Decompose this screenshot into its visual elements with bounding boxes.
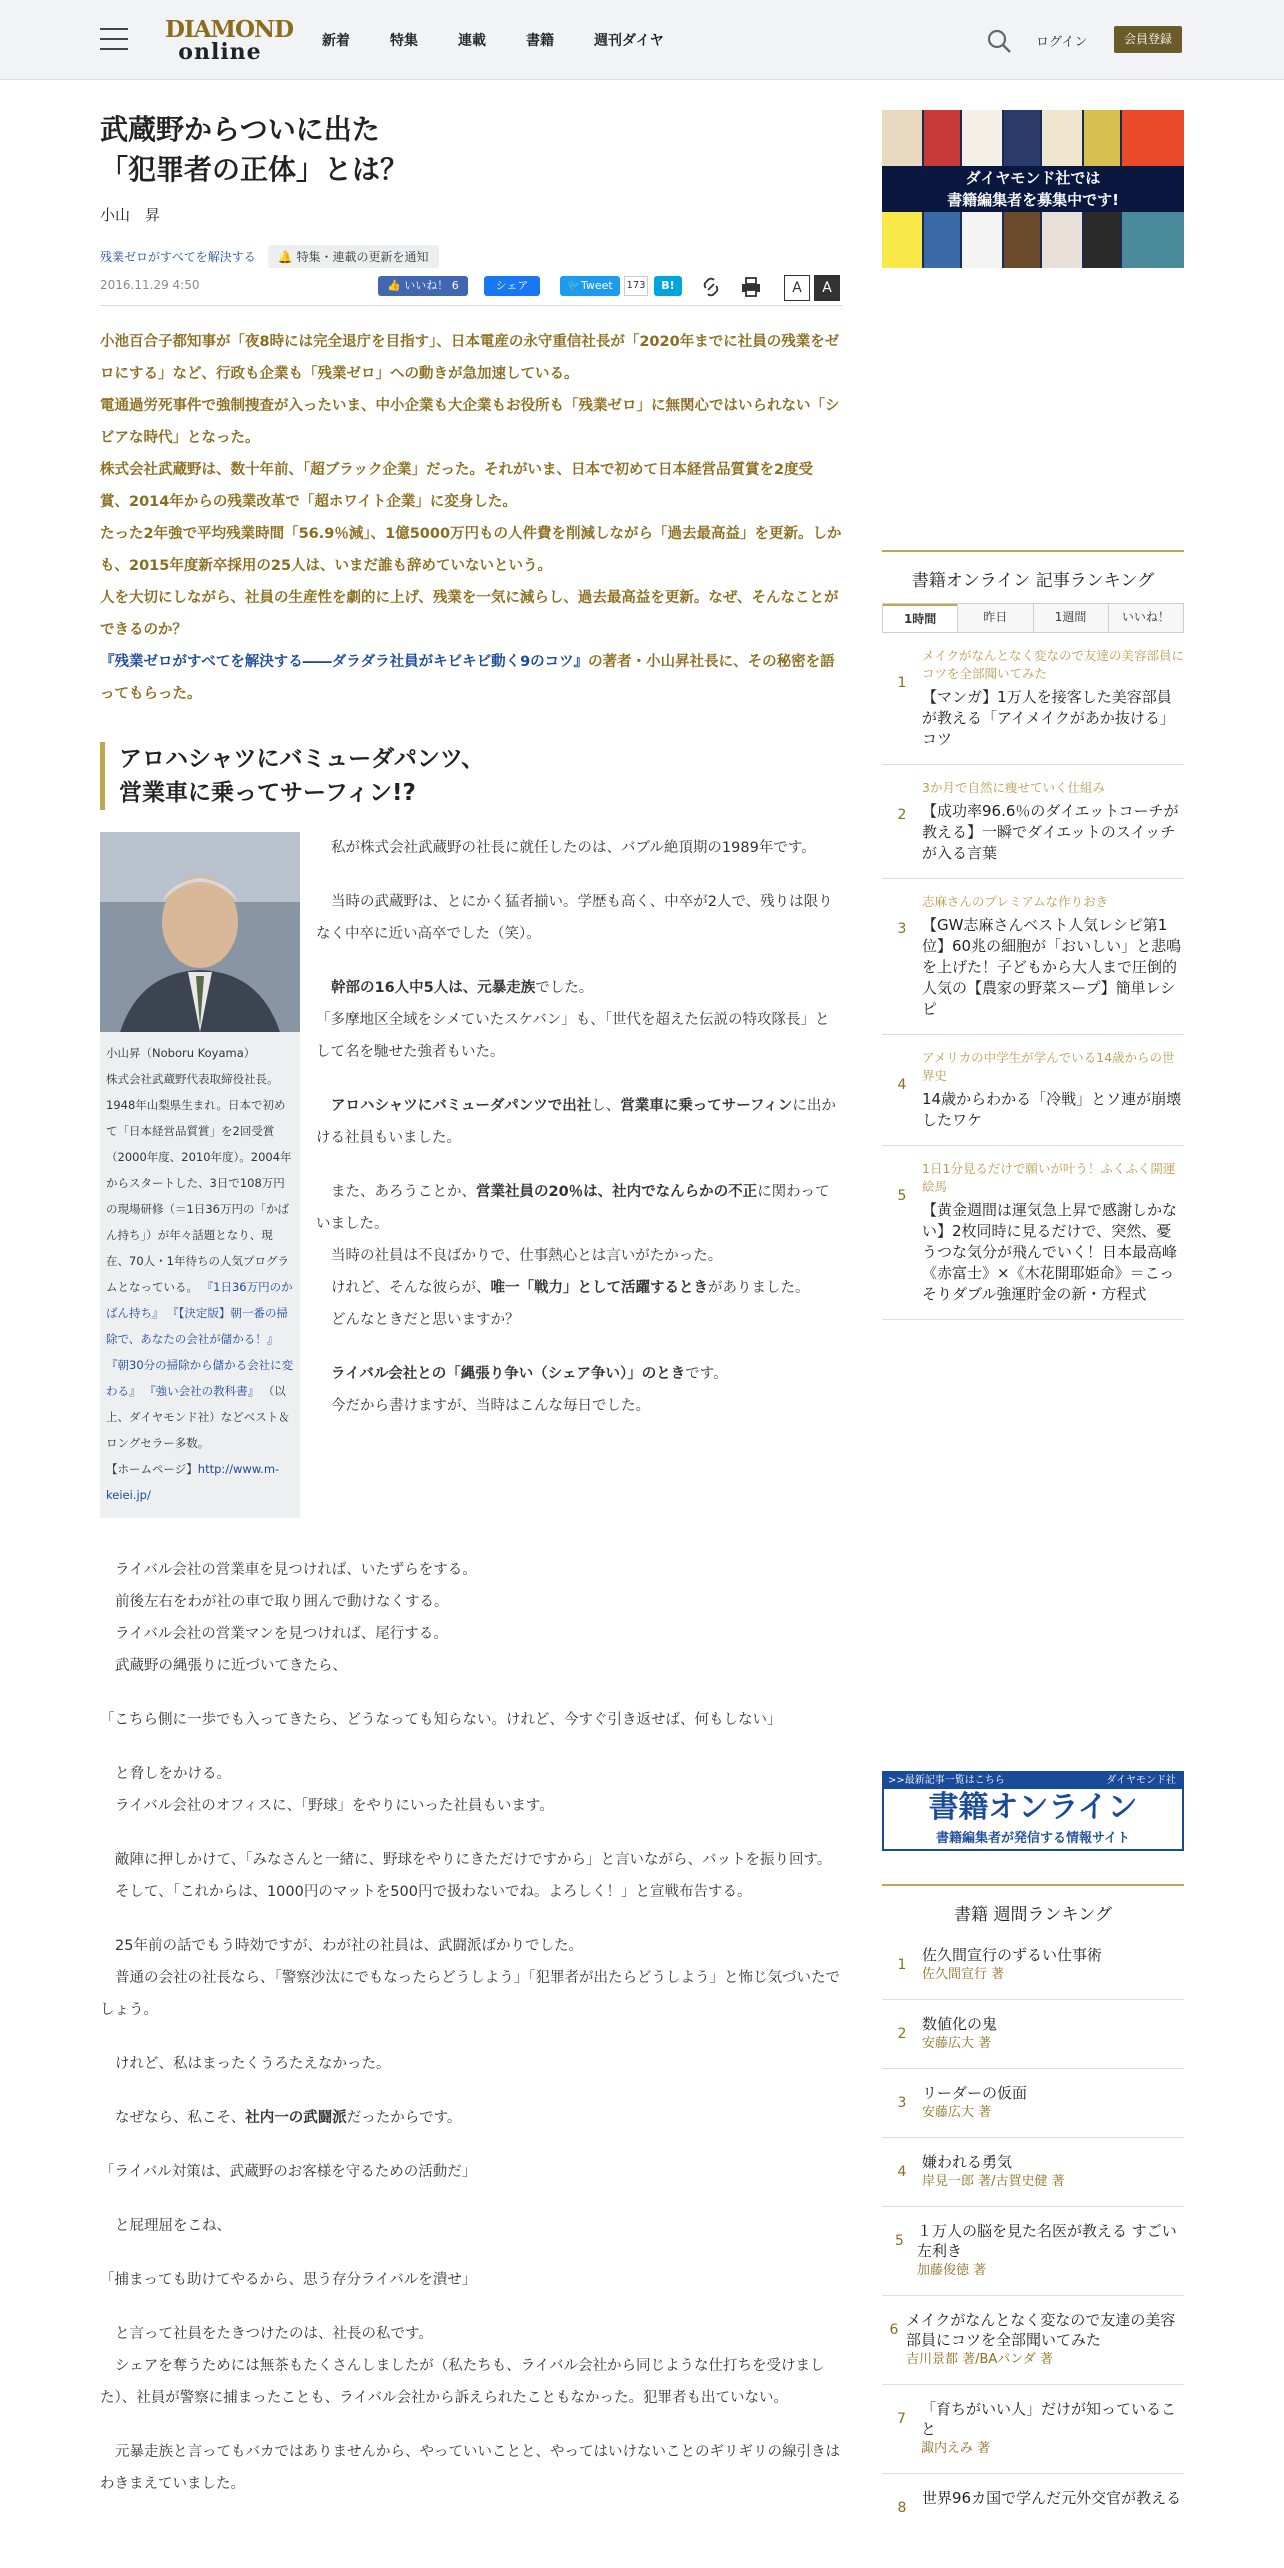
- tweet-count: 173: [624, 276, 648, 296]
- rank-number: 4: [897, 2164, 907, 2180]
- rank-number: 5: [897, 1188, 907, 1204]
- body-paragraph: そして、「これからは、1000円のマットを500円で扱わないでね。よろしく！」と宣戦布告する。: [115, 1884, 752, 1900]
- main-nav: [322, 30, 704, 50]
- body-paragraph: ライバル会社のオフィスに、「野球」をやりにいった社員もいます。: [115, 1798, 554, 1814]
- banner-brand: ダイヤモンド社: [1106, 1775, 1176, 1786]
- rank-number: 4: [897, 1077, 907, 1093]
- weekly-item[interactable]: [882, 1931, 1184, 2000]
- book-title: 嫌われる勇気: [922, 2153, 1013, 2171]
- meta-row: [100, 276, 842, 306]
- banner-subtitle: 書籍編集者が発信する情報サイト: [935, 1831, 1131, 1846]
- nav-weekly-diamond[interactable]: 週刊ダイヤ: [594, 33, 664, 49]
- search-icon[interactable]: [986, 28, 1012, 54]
- hatena-bookmark-button[interactable]: B!: [654, 276, 682, 296]
- text: に関わっていました。: [316, 1184, 830, 1232]
- text: でした。: [535, 980, 594, 996]
- nav-features[interactable]: 特集: [390, 33, 418, 49]
- book-author: 安藤広大 著: [922, 2036, 992, 2051]
- notify-label: 特集・連載の更新を通知: [296, 250, 429, 264]
- body-paragraph: と屁理屈をこね、: [115, 2218, 231, 2234]
- author-photo: [100, 832, 300, 1032]
- facebook-like-button[interactable]: [378, 276, 468, 296]
- body-paragraph: シェアを奪うためには無茶もたくさんしましたが（私たちも、ライバル会社から同じような仕打ちを受けました）、社員が警察に捕まったことも、ライバル会社から訴えられたこともなかった。犯罪者も出ていない。: [100, 2358, 825, 2406]
- book-title: １万人の脳を見た名医が教える すごい左利き: [917, 2222, 1177, 2260]
- body-paragraph: [100, 2102, 842, 2134]
- book-author: 佐久間宣行 著: [922, 1967, 1005, 1982]
- ranking-item[interactable]: [882, 1035, 1184, 1146]
- caption-name: 小山昇（Noboru Koyama）: [106, 1046, 256, 1060]
- rank-subtitle: 3か月で自然に痩せていく仕組み: [922, 780, 1105, 795]
- rank-subtitle: メイクがなんとなく変なので友達の美容部員にコツを全部聞いてみた: [922, 648, 1185, 681]
- sidebar: [882, 110, 1185, 2516]
- text: がありました。: [708, 1280, 810, 1296]
- ad-line2: 書籍編集者を募集中です!: [947, 191, 1119, 209]
- book-title: 「育ちがいい人」だけが知っていること: [920, 2400, 1176, 2438]
- rank-title: 14歳からわかる「冷戦」とソ連が崩壊したワケ: [922, 1090, 1182, 1129]
- rank-subtitle: 1日1分見るだけで願いが叶う！ふくふく開運絵馬: [922, 1161, 1176, 1194]
- banner-top-text: >>最新記事一覧はこちら: [888, 1775, 1005, 1786]
- notify-button[interactable]: [268, 245, 439, 268]
- menu-icon[interactable]: [100, 28, 128, 50]
- body-paragraph: どんなときだと思いますか？: [331, 1312, 520, 1328]
- tab-yesterday[interactable]: 昨日: [957, 604, 1032, 632]
- weekly-item[interactable]: [882, 2000, 1184, 2069]
- section-title-line1: アロハシャツにバミューダパンツ、: [119, 746, 485, 772]
- lead-paragraph: 人を大切にしながら、社員の生産性を劇的に上げ、残業を一気に減らし、過去最高益を更新。なぜ、そんなことができるのか？: [100, 590, 839, 638]
- rank-subtitle: 志麻さんのプレミアムな作りおき: [922, 894, 1109, 909]
- body-paragraph: 「こちら側に一歩でも入ってきたら、どうなっても知らない。けれど、今すぐ引き返せば、何もしない」: [100, 1712, 782, 1728]
- caption-more: （以上、ダイヤモンド社）などベスト＆ロングセラー多数。: [106, 1384, 290, 1450]
- bell-icon: 🔔: [277, 250, 297, 264]
- tab-1hour[interactable]: 1時間: [883, 604, 957, 632]
- lead-paragraph: 電通過労死事件で強制捜査が入ったいま、中小企業も大企業もお役所も「残業ゼロ」に無関心ではいられない「シビアな時代」となった。: [100, 398, 840, 446]
- rank-number: 3: [897, 921, 907, 937]
- lead-paragraph: 小池百合子都知事が「夜8時には完全退庁を目指す」、日本電産の永守重信社長が「2020年までに社員の残業をゼロにする」など、行政も企業も「残業ゼロ」への動きが急加速している。: [100, 334, 840, 382]
- ranking-item[interactable]: [882, 1146, 1184, 1320]
- lead-paragraph: たった2年強で平均残業時間「56.9％減」、1億5000万円もの人件費を削減しながら「過去最高益」を更新。しかも、2015年度新卒採用の25人は、いまだ誰も辞めていないという。: [100, 526, 842, 574]
- ad-line1: ダイヤモンド社では: [965, 169, 1101, 187]
- rank-number: 6: [889, 2322, 899, 2338]
- tweet-button[interactable]: [560, 276, 620, 296]
- book-link[interactable]: 『残業ゼロがすべてを解決する――ダラダラ社員がキビキビ動く9のコツ』: [100, 654, 589, 670]
- rank-title: 【マンガ】1万人を接客した美容部員が教える「アイメイクがあか抜ける」コツ: [922, 688, 1175, 748]
- article-ranking: [882, 550, 1184, 1320]
- twitter-icon: 🐦: [567, 279, 581, 292]
- book-title: 世界96カ国で学んだ元外交官が教える: [922, 2489, 1182, 2507]
- bold-text: 営業車に乗ってサーフィン: [620, 1098, 793, 1114]
- rank-number: 2: [897, 2026, 907, 2042]
- rank-subtitle: アメリカの中学生が学んでいる14歳からの世界史: [922, 1050, 1175, 1083]
- author-caption: [100, 1032, 300, 1518]
- facebook-share-button[interactable]: シェア: [484, 276, 540, 296]
- body-paragraph: 「多摩地区全域をシメていたスケバン」も、「世代を超えた伝説の特攻隊長」として名を馳せた強者もいた。: [316, 1012, 830, 1060]
- article: [100, 110, 842, 2500]
- nav-series[interactable]: 連載: [458, 33, 486, 49]
- body-paragraph: けれど、私はまったくうろたえなかった。: [115, 2056, 391, 2072]
- site-header: [0, 0, 1284, 80]
- ranking-item[interactable]: [882, 879, 1184, 1035]
- weekly-item[interactable]: [882, 2138, 1184, 2207]
- body-paragraph: ライバル会社の営業マンを見つければ、尾行する。: [115, 1626, 448, 1642]
- bold-text: 営業社員の20％は、社内でなんらかの不正: [476, 1184, 758, 1200]
- print-icon[interactable]: [740, 276, 762, 298]
- book-author: 吉川景都 著/BAパンダ 著: [905, 2352, 1053, 2367]
- bold-text: 唯一「戦力」として活躍するとき: [490, 1280, 708, 1296]
- register-button[interactable]: 会員登録: [1114, 26, 1182, 53]
- bold-text: ライバル会社との「縄張り争い（シェア争い）」のとき: [331, 1366, 686, 1382]
- site-logo[interactable]: [165, 16, 294, 65]
- link-icon[interactable]: [700, 276, 722, 298]
- lead-paragraph: 株式会社武蔵野は、数十年前、「超ブラック企業」だった。それがいま、日本で初めて日本経営品質賞を2度受賞、2014年からの残業改革で「超ホワイト企業」に変身した。: [100, 462, 814, 510]
- book-author: 岸見一郎 著/古賀史健 著: [922, 2174, 1065, 2189]
- recruit-banner-text: [882, 166, 1184, 212]
- body-paragraph: 当時の社員は不良ばかりで、仕事熱心とは言いがたかった。: [331, 1248, 723, 1264]
- body-paragraph: 普通の会社の社長なら、「警察沙汰にでもなったらどうしよう」「犯罪者が出たらどうしよう」と怖じ気づいたでしょう。: [100, 1970, 840, 2018]
- text: だったからです。: [346, 2110, 462, 2126]
- body-paragraph: 25年前の話でもう時効ですが、わが社の社員は、武闘派ばかりでした。: [115, 1938, 583, 1954]
- category-link[interactable]: 残業ゼロがすべてを解決する: [100, 250, 256, 264]
- body-paragraph: 当時の武蔵野は、とにかく猛者揃い。学歴も高く、中卒が2人で、残りは限りなく中卒に近い高卒でした（笑）。: [316, 894, 833, 942]
- body-paragraph: と脅しをかける。: [115, 1766, 231, 1782]
- author-photo-box: [100, 832, 300, 1518]
- body-paragraph: 私が株式会社武蔵野の社長に就任したのは、バブル絶頂期の1989年です。: [331, 840, 816, 856]
- books-online-banner[interactable]: [882, 1771, 1184, 1851]
- recruit-banner-ad[interactable]: [882, 110, 1184, 268]
- ranking-title: 書籍オンライン 記事ランキング: [911, 571, 1155, 591]
- body-paragraph: ライバル会社の営業車を見つければ、いたずらをする。: [115, 1562, 477, 1578]
- book-title: メイクがなんとなく変なので友達の美容部員にコツを全部聞いてみた: [905, 2311, 1176, 2349]
- rank-number: 8: [897, 2500, 907, 2516]
- book-title: リーダーの仮面: [922, 2084, 1028, 2102]
- weekly-item[interactable]: [882, 2207, 1184, 2296]
- book-author: 加藤俊徳 著: [917, 2263, 987, 2278]
- lead-tail: の著者・小山昇社長に、その秘密を語ってもらった。: [100, 654, 835, 702]
- weekly-item[interactable]: [882, 2474, 1184, 2530]
- body-paragraph: 敵陣に押しかけて、「みなさんと一緒に、野球をやりにきただけですから」と言いながら、バットを振り回す。: [115, 1852, 832, 1868]
- section-title-line2: 営業車に乗ってサーフィン!?: [119, 780, 416, 806]
- caption-book-link-1[interactable]: 『1日36万円のかばん持ち』: [106, 1280, 293, 1320]
- weekly-item[interactable]: [882, 2385, 1184, 2474]
- rank-title: 【黄金週間は運気急上昇で感謝しかない】2枚同時に見るだけで、突然、憂うつな気分が飛んでいく！日本最高峰《赤富士》×《木花開耶姫命》＝こっそりダブル強運貯金の新・方程式: [922, 1201, 1178, 1303]
- body-paragraph: 前後左右をわが社の車で取り囲んで動けなくする。: [115, 1594, 449, 1610]
- tab-likes[interactable]: いいね！: [1108, 604, 1183, 632]
- book-title: 佐久間宣行のずるい仕事術: [922, 1946, 1103, 1964]
- bold-text: 幹部の16人中5人は、元暴走族: [331, 980, 536, 996]
- login-link[interactable]: ログイン: [1036, 35, 1088, 50]
- title-line1: 武蔵野からついに出た: [100, 113, 380, 146]
- banner-topbar: [884, 1773, 1182, 1789]
- text: けれど、そんな彼らが、: [331, 1280, 491, 1296]
- rank-title: 【GW志麻さんベスト人気レシピ第1位】60兆の細胞が「おいしい」と悲鳴を上げた！子どもから大人まで圧倒的人気の【農家の野菜スープ】簡単レシピ: [922, 916, 1182, 1018]
- caption-bio: 株式会社武蔵野代表取締役社長。1948年山梨県生まれ。日本で初めて「日本経営品質賞」を2回受賞（2000年度、2010年度）。2004年からスタートした、3日で108万円の現場研修（＝1日36万円の「かばん持ち」）が年々話題となり、現在、70人・1年待ちの人気プログラムとなっている。: [106, 1072, 292, 1294]
- title-line2: 「犯罪者の正体」とは？: [100, 153, 409, 186]
- body-paragraph: 「ライバル対策は、武蔵野のお客様を守るための活動だ」: [100, 2164, 477, 2180]
- weekly-title: 書籍 週間ランキング: [954, 1905, 1112, 1925]
- ranking-tabs: [882, 603, 1184, 633]
- caption-book-link-4[interactable]: 『強い会社の教科書』: [144, 1384, 260, 1398]
- caption-book-link-3[interactable]: 『朝30分の掃除から儲かる会社に変わる』: [106, 1358, 294, 1398]
- fb-like-label: いいね！ 6: [404, 279, 459, 292]
- logo-line1: DIAMOND: [165, 16, 294, 43]
- caption-book-link-2[interactable]: 『【決定版】朝一番の掃除で、あなたの会社が儲かる！』: [106, 1306, 288, 1346]
- weekly-book-ranking: [882, 1884, 1184, 2530]
- book-author: 安藤広大 著: [922, 2105, 992, 2120]
- tweet-label: Tweet: [580, 279, 613, 292]
- body-paragraph: と言って社員をたきつけたのは、社長の私です。: [115, 2326, 433, 2342]
- banner-title: 書籍オンライン: [928, 1790, 1138, 1825]
- text: また、あろうことか、: [331, 1184, 476, 1200]
- nav-books[interactable]: 書籍: [526, 33, 554, 49]
- text: に出かける社員もいました。: [316, 1098, 836, 1146]
- font-small-button[interactable]: A: [784, 275, 810, 301]
- body-paragraph: 「捕まっても助けてやるから、思う存分ライバルを潰せ」: [100, 2272, 477, 2288]
- rank-number: 7: [897, 2411, 906, 2427]
- text: です。: [685, 1366, 728, 1382]
- body-paragraph: 今だから書けますが、当時はこんな毎日でした。: [331, 1398, 650, 1414]
- rank-number: 3: [897, 2095, 907, 2111]
- bold-text: 社内一の武闘派: [245, 2110, 347, 2126]
- text: なぜなら、私こそ、: [115, 2110, 246, 2126]
- rank-number: 1: [897, 1957, 907, 1973]
- lead-paragraph: [100, 646, 842, 710]
- bold-text: アロハシャツにバミューダパンツで出社: [331, 1098, 592, 1114]
- section-heading: [100, 742, 842, 810]
- body-paragraph: 元暴走族と言ってもバカではありませんから、やっていいことと、やってはいけないことのギリギリの線引きはわきまえていました。: [100, 2444, 840, 2492]
- weekly-item[interactable]: [882, 2069, 1184, 2138]
- ranking-item[interactable]: [882, 633, 1184, 765]
- tab-1week[interactable]: 1週間: [1033, 604, 1108, 632]
- thumbs-up-icon: 👍: [387, 279, 405, 292]
- caption-homepage-label: 【ホームページ】: [106, 1462, 198, 1476]
- publish-date: 2016.11.29 4:50: [100, 278, 200, 292]
- category-row: [100, 245, 842, 268]
- book-title: 数値化の鬼: [922, 2015, 998, 2033]
- weekly-item[interactable]: [882, 2296, 1184, 2385]
- logo-line2: online: [178, 39, 262, 65]
- rank-number: 5: [895, 2233, 904, 2249]
- rank-number: 2: [897, 807, 907, 823]
- ranking-item[interactable]: [882, 765, 1184, 879]
- rank-title: 【成功率96.6％のダイエットコーチが教える】一瞬でダイエットのスイッチが入る言葉: [922, 802, 1179, 862]
- author-name[interactable]: 小山 昇: [100, 206, 161, 224]
- book-author: 諏内えみ 著: [920, 2441, 991, 2456]
- caption-homepage-link[interactable]: http://www.m-keiei.jp/: [106, 1462, 280, 1502]
- nav-new[interactable]: 新着: [322, 33, 350, 49]
- article-title: [100, 110, 842, 190]
- body-paragraph: 武蔵野の縄張りに近づいてきたら、: [115, 1658, 347, 1674]
- rank-number: 1: [897, 675, 907, 691]
- article-lead: [100, 326, 842, 710]
- font-large-button[interactable]: A: [814, 275, 840, 301]
- article-body: [100, 832, 842, 2500]
- text: し、: [591, 1098, 621, 1114]
